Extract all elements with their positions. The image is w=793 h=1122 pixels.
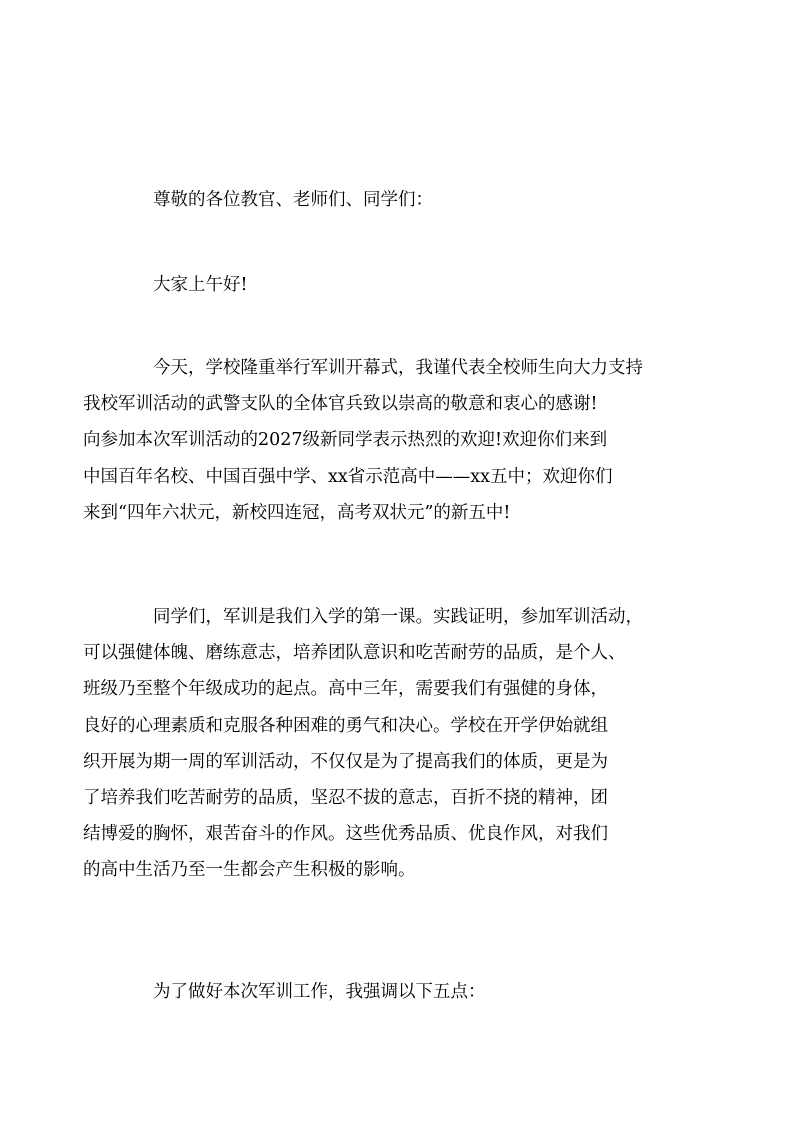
intro-points — [118, 974, 688, 1010]
intro-points-text: 为了做好本次军训工作，我强调以下五点： — [153, 982, 486, 1002]
paragraph-line: 同学们，军训是我们入学的第一课。实践证明，参加军训活动， — [153, 607, 643, 627]
greeting-text: 大家上午好! — [153, 275, 248, 295]
paragraph-welcome — [83, 350, 688, 531]
paragraph-line: 了培养我们吃苦耐劳的品质，坚忍不拔的意志，百折不挠的精神，团 — [83, 788, 608, 809]
paragraph-meaning — [83, 599, 688, 889]
paragraph-line: 我校军训活动的武警支队的全体官兵致以崇高的敬意和衷心的感谢! — [83, 394, 598, 415]
paragraph-line: 织开展为期一周的军训活动，不仅仅是为了提高我们的体质，更是为 — [83, 751, 608, 772]
paragraph-line: 中国百年名校、中国百强中学、xx省示范高中——xx五中；欢迎你们 — [83, 466, 613, 487]
paragraph-line: 向参加本次军训活动的2027级新同学表示热烈的欢迎!欢迎你们来到 — [83, 430, 608, 451]
paragraph-line: 来到“四年六状元，新校四连冠，高考双状元”的新五中! — [83, 502, 511, 523]
paragraph-line: 班级乃至整个年级成功的起点。高中三年，需要我们有强健的身体， — [83, 679, 608, 700]
paragraph-line: 可以强健体魄、磨练意志，培养团队意识和吃苦耐劳的品质，是个人、 — [83, 643, 626, 664]
paragraph-line: 今天，学校隆重举行军训开幕式，我谨代表全校师生向大力支持 — [153, 358, 643, 378]
paragraph-line: 的高中生活乃至一生都会产生积极的影响。 — [83, 860, 416, 881]
greeting — [118, 267, 688, 303]
paragraph-line: 结博爱的胸怀，艰苦奋斗的作风。这些优秀品质、优良作风，对我们 — [83, 824, 608, 845]
paragraph-line: 良好的心理素质和克服各种困难的勇气和决心。学校在开学伊始就组 — [83, 715, 608, 736]
salutation-text: 尊敬的各位教官、老师们、同学们： — [153, 190, 433, 210]
salutation — [118, 182, 688, 218]
